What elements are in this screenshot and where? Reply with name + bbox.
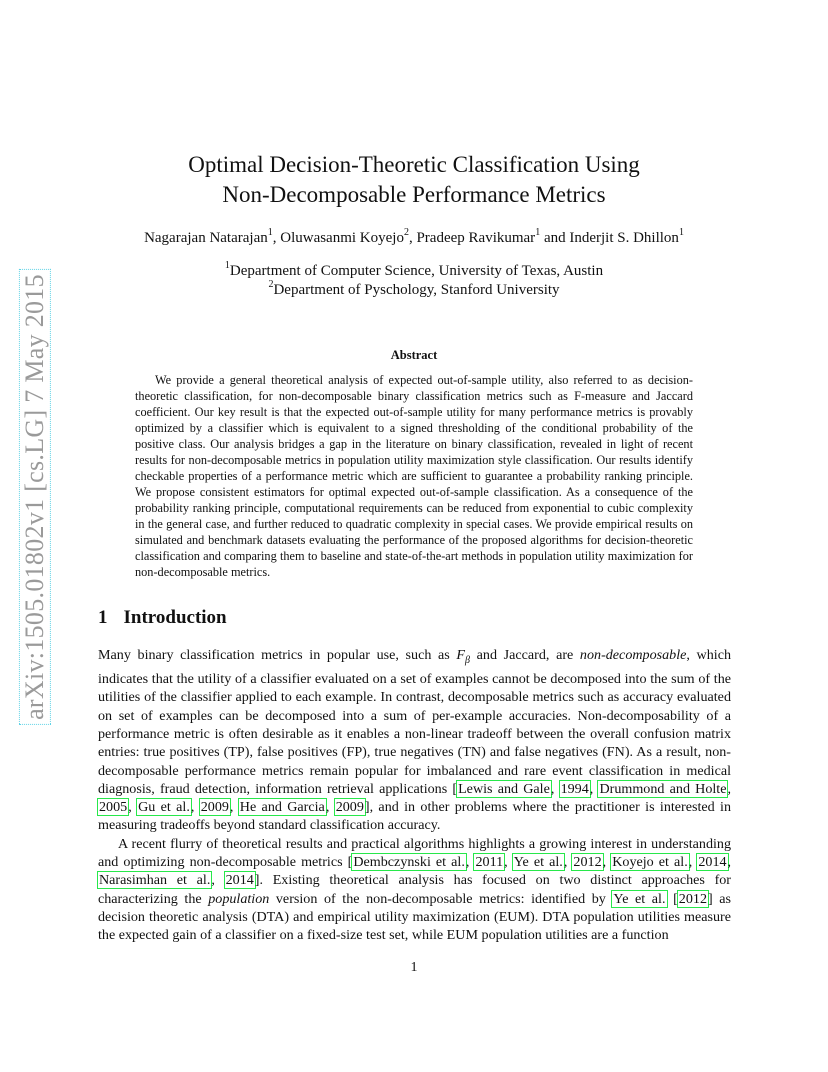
affiliations [100, 262, 728, 300]
citation-link[interactable]: 2014 [225, 872, 254, 889]
author-separator: and [540, 230, 570, 246]
title-line-1: Optimal Decision-Theoretic Classification Using [188, 152, 640, 177]
citation-link[interactable]: Drummond and Holte [599, 780, 727, 797]
affiliation-mark: 1 [224, 260, 230, 271]
page-number: 1 [410, 960, 418, 975]
citation-link[interactable]: 2011 [475, 854, 504, 871]
author-list [100, 228, 728, 248]
citation-link[interactable]: 2005 [99, 799, 128, 816]
author-name: Pradeep Ravikumar [416, 230, 536, 246]
citation-link[interactable]: 2012 [573, 854, 602, 871]
author-name: Nagarajan Natarajan [144, 230, 268, 246]
author-name: Oluwasanmi Koyejo [280, 230, 404, 246]
affiliation-mark: 2 [268, 279, 274, 290]
citation-link[interactable]: 2009 [335, 799, 364, 816]
author-name: Inderjit S. Dhillon [569, 230, 679, 246]
math-symbol: F [456, 647, 466, 663]
affiliation-text: Department of Computer Science, University of Texas, Austin [229, 263, 604, 279]
emphasis: non-decomposable [579, 647, 687, 663]
citation-link[interactable]: 2012 [678, 890, 707, 907]
citation-link[interactable]: Lewis and Gale [458, 780, 550, 797]
citation-link[interactable]: Narasimhan et al. [99, 872, 211, 889]
author-affiliation-mark: 1 [267, 227, 273, 238]
abstract-heading: Abstract [390, 348, 438, 362]
affiliation-text: Department of Pyschology, Stanford University [273, 282, 560, 298]
author-affiliation-mark: 1 [535, 227, 541, 238]
arxiv-id-label[interactable]: arXiv:1505.01802v1 [cs.LG] 7 May 2015 [19, 269, 51, 725]
text-run: as decision theoretic analysis (DTA) and empirical utility maximization (EUM). DTA population utilities measure the expected gain of a classifier on a fixed-size test set, while EUM population utilities are a function [98, 890, 732, 944]
author-affiliation-mark: 1 [678, 227, 684, 238]
paragraph: Many binary classification metrics in popular use, such as $F_\beta$ and Jaccard, are non-decomposable, which indicates that the utility of a classifier evaluated on a set of examples cannot be decomposed into the sum of the utilities of the classifier applied to each example. In contrast, decomposable metrics such as accuracy evaluated on set of examples can be decomposed into a sum of per-example accuracies. Non-decomposability of a performance metric is often desirable as it enables a non-linear tradeoff between the overall confusion matrix entries: true positives (TP), false positives (FP), true negatives (TN) and false negatives (FN). As a result, non-decomposable performance metrics remain popular for imbalanced and rare event classification in medical diagnosis, fraud detection, information retrieval applications [Lewis and Gale, 1994, Drummond and Holte, 2005, Gu et al., 2009, He and Garcia, 2009], and in other problems where the practitioner is interested in measuring tradeoffs beyond standard classification accuracy. [98, 647, 732, 834]
text-run: version of the non-decomposable metrics: identified by [269, 890, 613, 907]
section-number: 1 [98, 607, 108, 628]
title-line-2: Non-Decomposable Performance Metrics [222, 182, 606, 207]
affiliation-line [100, 262, 728, 281]
affiliation-line [100, 281, 728, 300]
paper-title [100, 150, 728, 210]
section-heading [98, 607, 227, 629]
citation-link[interactable]: 2009 [200, 799, 229, 816]
emphasis: population [208, 890, 270, 907]
citation-link[interactable]: Gu et al. [138, 799, 190, 816]
text-run: ]. Existing theoretical analysis has focused on two distinct approaches for characterizing the [98, 872, 732, 907]
citation-link[interactable]: He and Garcia [239, 799, 325, 816]
text-run: ], and in other problems where the practitioner is interested in measuring tradeoffs beyond standard classification accuracy. [98, 799, 732, 834]
arxiv-watermark [18, 258, 52, 736]
text-run: A recent flurry of theoretical results and practical algorithms highlights a growing interest in understanding and optimizing non-decomposable metrics [ [98, 835, 731, 871]
introduction-body [98, 646, 731, 945]
text-run: Many binary classification metrics in popular use, such as [98, 647, 457, 663]
math-subscript: β [465, 654, 471, 666]
text-run: , which indicates that the utility of a classifier evaluated on a set of examples cannot be decomposed into the sum of the utilities of the classifier applied to each example. In contrast, decomposable metrics such as accuracy evaluated on set of examples can be decomposed into a sum of per-example accuracies. Non-decomposability of a performance metric is often desirable as it enables a non-linear tradeoff between the overall confusion matrix entries: true positives (TP), false positives (FP), true negatives (TN) and false negatives (FN). As a result, non-decomposable performance metrics remain popular for imbalanced and rare event classification in medical diagnosis, fraud detection, information retrieval applications [ [98, 647, 731, 797]
abstract-body: We provide a general theoretical analysis of expected out-of-sample utility, also referred to as decision-theoretic classification, for non-decomposable binary classification metrics such as F-measure and Jaccard coefficient. Our key result is that the expected out-of-sample utility for many performance metrics is provably optimized by a classifier which is equivalent to a signed thresholding of the conditional probability of the positive class. Our analysis bridges a gap in the literature on binary classification, revealed in light of recent results for non-decomposable metrics in population utility maximization style classification. Our results identify checkable properties of a performance metric which are sufficient to guarantee a probability ranking principle. We propose consistent estimators for optimal expected out-of-sample classification. As a consequence of the probability ranking principle, computational requirements can be reduced from exponential to cubic complexity in the general case, and further reduced to quadratic complexity in special cases. We provide empirical results on simulated and benchmark datasets evaluating the performance of the proposed algorithms for decision-theoretic classification and comparing them to baseline and state-of-the-art methods in population utility maximization for non-decomposable metrics. [135, 373, 693, 579]
author-separator: , [272, 230, 281, 246]
author-affiliation-mark: 2 [403, 227, 409, 238]
author-separator: , [408, 230, 417, 246]
section-title: Introduction [123, 607, 227, 628]
citation-link[interactable]: 1994 [560, 780, 589, 797]
citation-link[interactable]: Ye et al. [513, 854, 563, 871]
citation-link[interactable]: Koyejo et al. [612, 854, 688, 871]
text-run: and Jaccard, are [470, 647, 580, 663]
citation-link[interactable]: Ye et al. [613, 890, 666, 907]
paragraph: A recent flurry of theoretical results and practical algorithms highlights a growing interest in understanding and optimizing non-decomposable metrics [Dembczynski et al., 2011, Ye et al., 2012, Koyejo et al., 2014, Narasimhan et al., 2014]. Existing theoretical analysis has focused on two distinct approaches for characterizing the population version of the non-decomposable metrics: identified by Ye et al. [2012] as decision theoretic analysis (DTA) and empirical utility maximization (EUM). DTA population utilities measure the expected gain of a classifier on a fixed-size test set, while EUM population utilities are a function [98, 835, 732, 944]
citation-link[interactable]: 2014 [698, 854, 727, 871]
citation-link[interactable]: Dembczynski et al. [353, 854, 465, 871]
